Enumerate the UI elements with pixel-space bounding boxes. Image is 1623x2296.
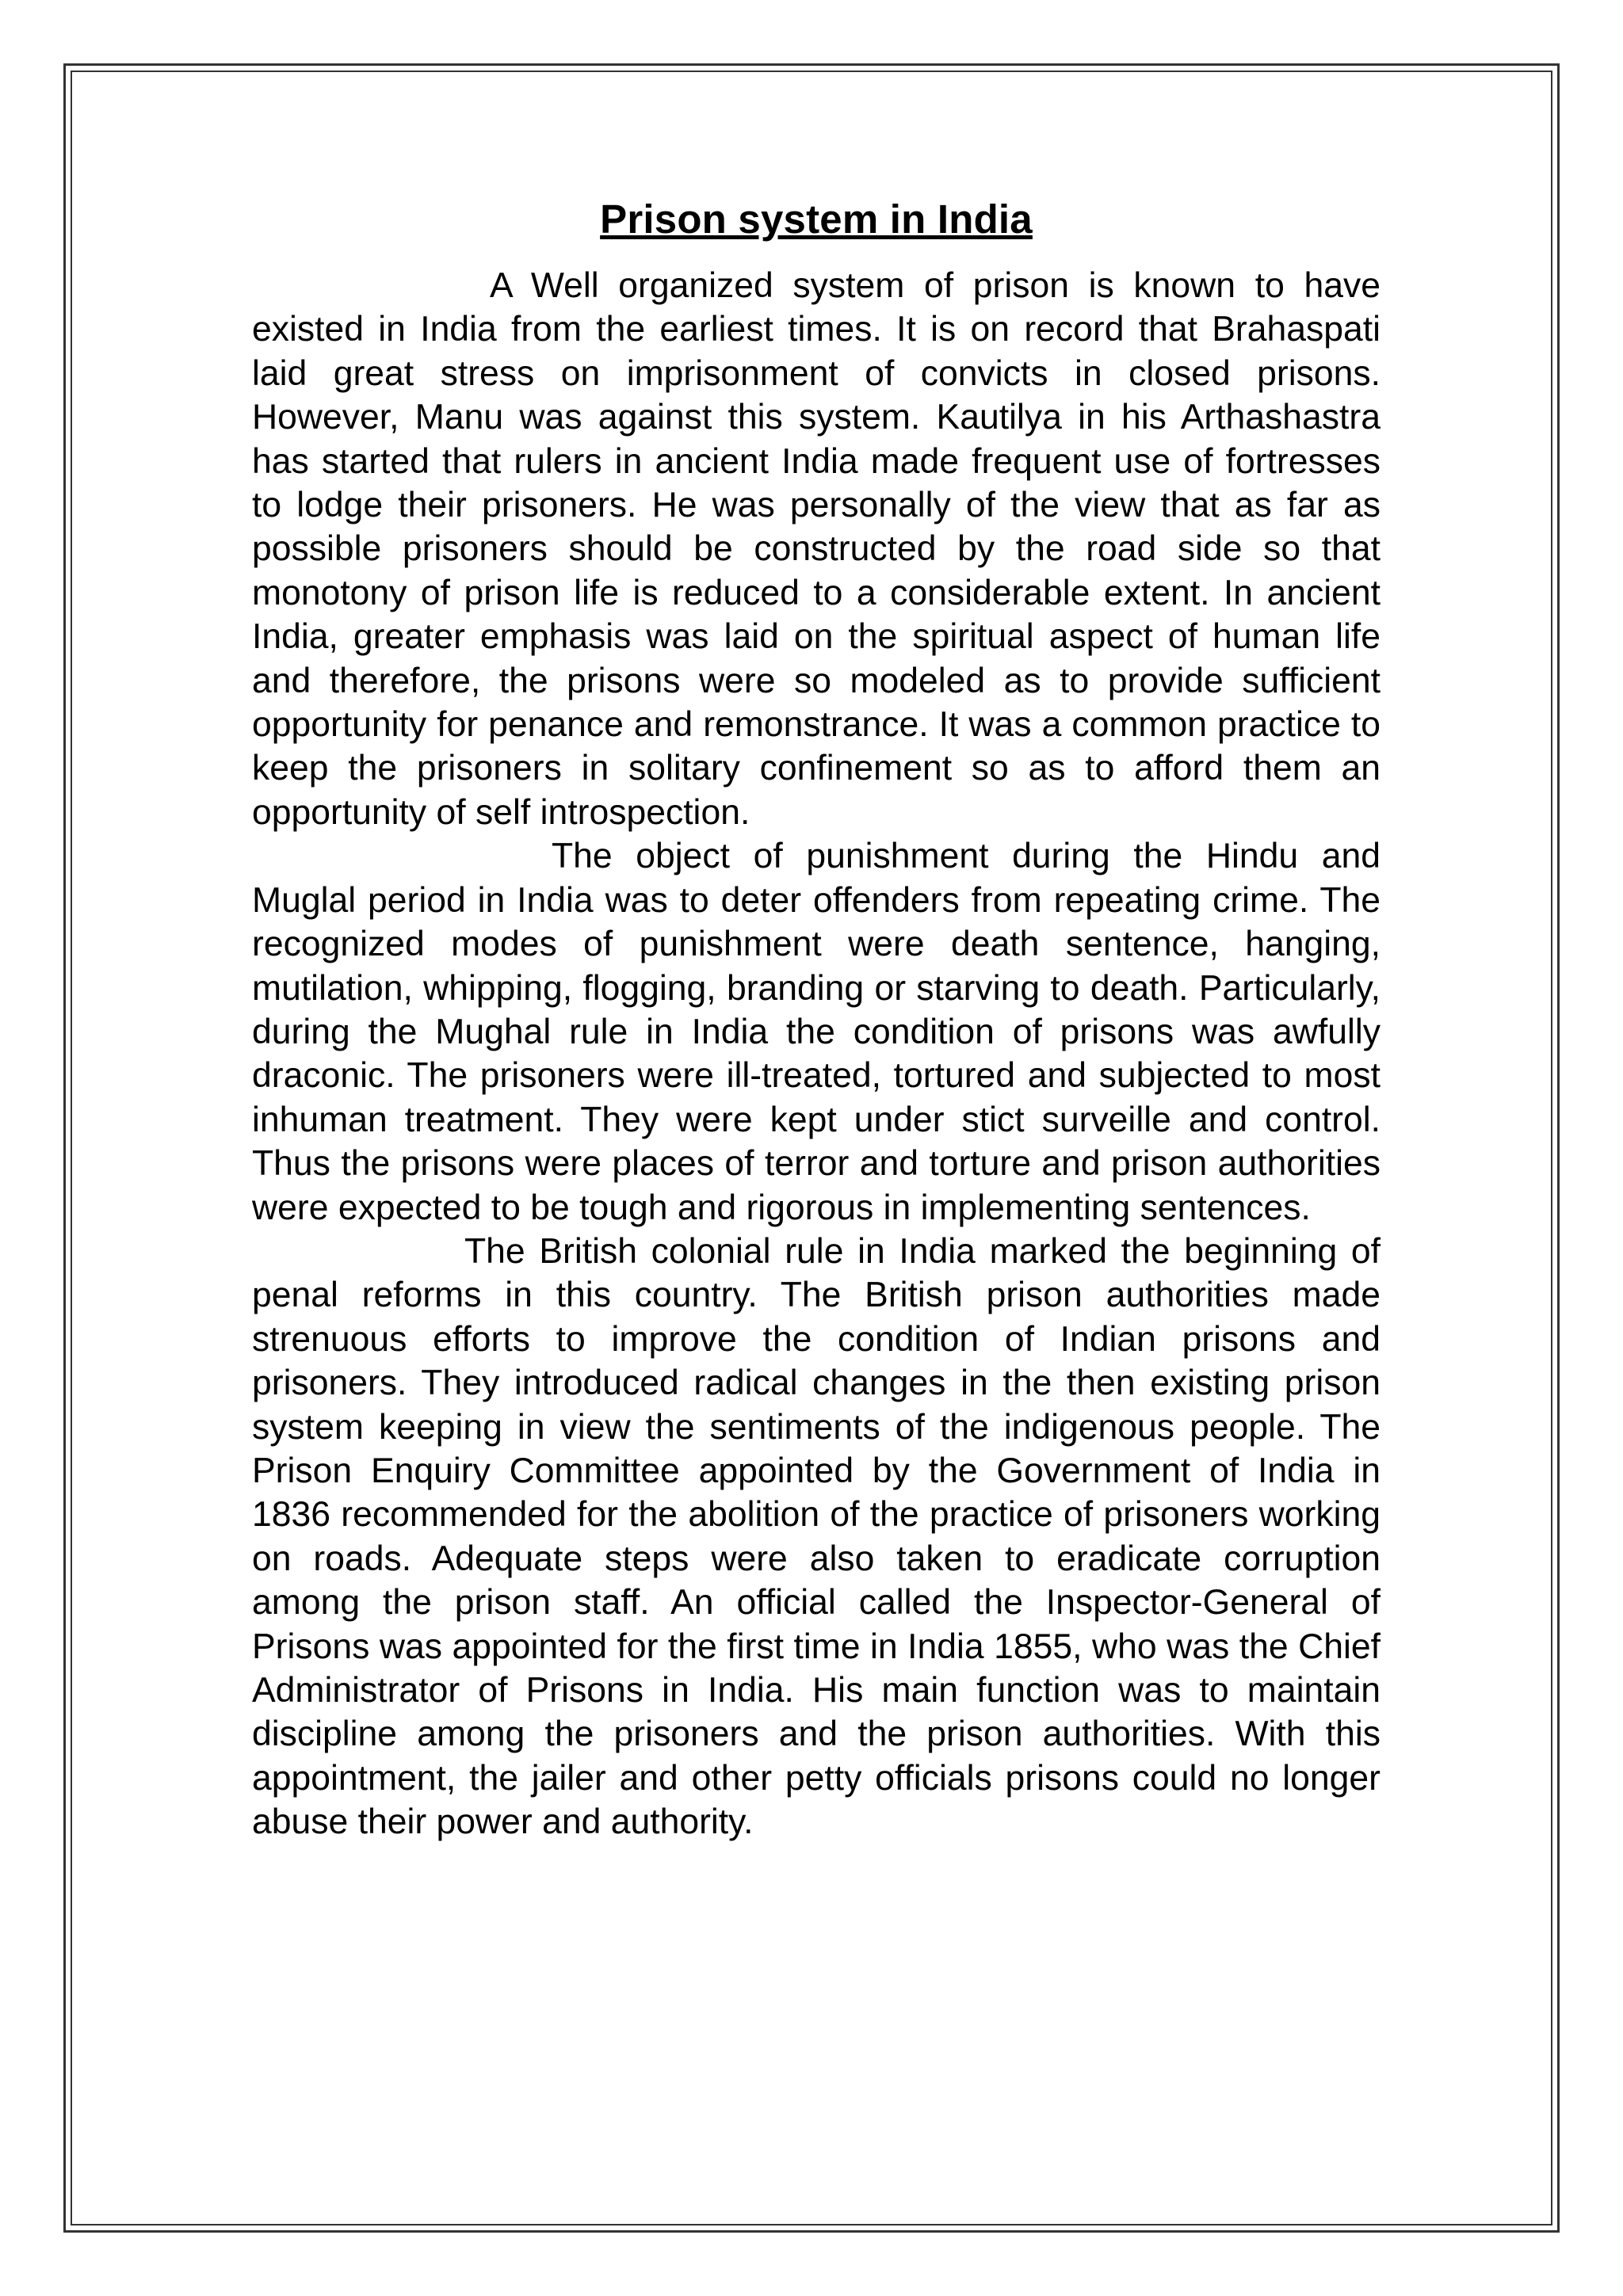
paragraph-ancient-india: A Well organized system of prison is known to have existed in India from the earliest times. It is on record that Brahaspati laid great stress on imprisonment of convicts in closed prisons. However, Manu was against this system. Kautilya in his Arthashastra has started that rulers in ancient India made frequent use of fortresses to lodge their prisoners. He was personally of the view that as far as possible prisoners should be constructed by the road side so that monotony of prison life is reduced to a considerable extent. In ancient India, greater emphasis was laid on the spiritual aspect of human life and therefore, the prisons were so modeled as to provide sufficient opportunity for penance and remonstrance. It was a common practice to keep the prisoners in solitary confinement so as to afford them an opportunity of self introspection. xyxy=(252,266,1381,832)
document-title: Prison system in India xyxy=(600,196,1033,242)
paragraph-hindu-mughal-period: The object of punishment during the Hindu and Muglal period in India was to deter offenders from repeating crime. The recognized modes of punishment were death sentence, hanging, mutilation, whipping, flogging, branding or starving to death. Particularly, during the Mughal rule in India the condition of prisons was awfully draconic. The prisoners were ill-treated, tortured and subjected to most inhuman treatment. They were kept under stict surveille and control. Thus the prisons were places of terror and torture and prison authorities were expected to be tough and rigorous in implementing sentences. xyxy=(252,837,1381,1227)
document-body xyxy=(252,194,1381,1844)
paragraph-british-colonial-rule: The British colonial rule in India marked the beginning of penal reforms in this country. The British prison authorities made strenuous efforts to improve the condition of Indian prisons and prisoners. They introduced radical changes in the then existing prison system keeping in view the sentiments of the indigenous people. The Prison Enquiry Committee appointed by the Government of India in 1836 recommended for the abolition of the practice of prisoners working on roads. Adequate steps were also taken to eradicate corruption among the prison staff. An official called the Inspector-General of Prisons was appointed for the first time in India 1855, who was the Chief Administrator of Prisons in India. His main function was to maintain discipline among the prisoners and the prison authorities. With this appointment, the jailer and other petty officials prisons could no longer abuse their power and authority. xyxy=(252,1231,1381,1842)
